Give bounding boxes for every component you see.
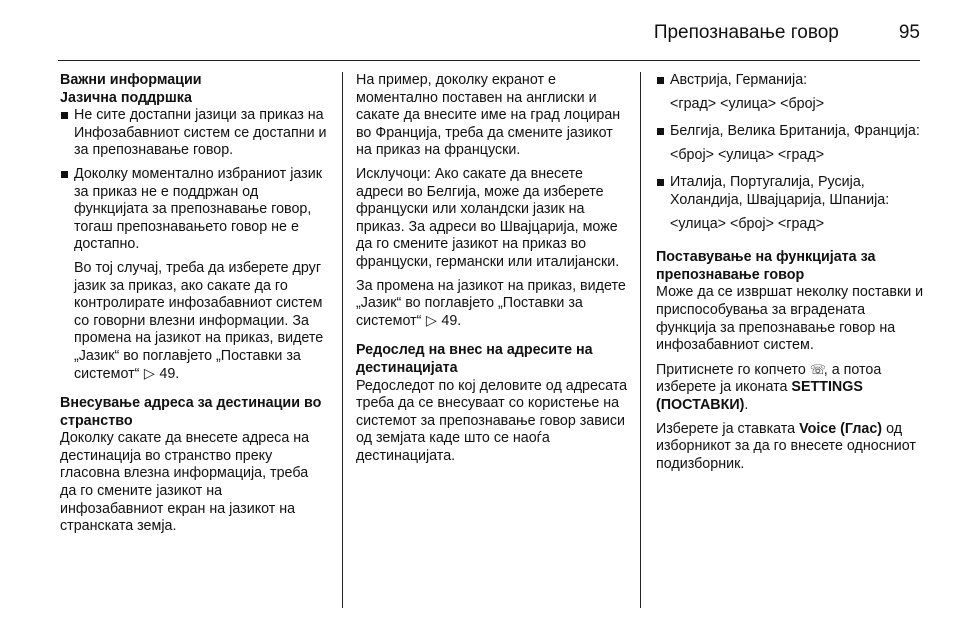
bullet-item: Не сите достапни јазици за приказ на Инфозабавниот систем се достапни и за препознавање говор. xyxy=(60,107,328,160)
paragraph: Редоследот по кој деловите од адресата треба да се внесуваат со користење на системот за препознавање говор зависи од земјата каде што се наоѓа дестинацијата. xyxy=(356,377,628,464)
paragraph: Може да се извршат неколку поставки и приспособувања за вградената функција за препознавање говор на инфозабавниот систем. xyxy=(656,284,924,354)
column-2 xyxy=(356,72,628,471)
paragraph-text: . xyxy=(744,396,749,413)
column-divider-2 xyxy=(640,72,641,608)
bullet-item: Белгија, Велика Британија, Франција: xyxy=(656,123,926,141)
bullet-item: Италија, Португалија, Русија, Холандија, Швајцарија, Шпанија: xyxy=(656,174,926,209)
paragraph: Доколку сакате да внесете адреса на дестинација во странство преку гласовна влезна информација, треба да го смените јазикот на инфозабавниот екран на јазикот на странската земја. xyxy=(60,430,310,535)
paragraph xyxy=(656,361,926,415)
page-number: 95 xyxy=(898,22,920,43)
paragraph-text: од изборникот за да го внесете односниот подизборник. xyxy=(656,420,916,472)
column-1 xyxy=(60,72,328,542)
column-divider-1 xyxy=(342,72,343,608)
paragraph: Исклучоци: Ако сакате да внесете адреси во Белгија, може да изберете француски или холандски јазик на приказ. За адреси во Швајцарија, може да го смените јазикот на приказ во француски, германски или италијански. xyxy=(356,165,620,270)
settings-label: SETTINGS (ПОСТАВКИ) xyxy=(656,379,863,413)
bullet-item: Австрија, Германија: xyxy=(656,72,926,90)
voice-label: Voice (Глас) xyxy=(799,420,883,437)
paragraph-text: Притиснете го копчето xyxy=(656,361,806,378)
paragraph-text: Изберете ја ставката xyxy=(656,420,796,437)
header-rule xyxy=(58,60,920,61)
bullet-item: Доколку моментално избраниот јазик за приказ не е поддржан од функцијата за препознавање говор, тогаш препознавањето говор не е достапно. xyxy=(60,166,328,254)
address-format: <град> <улица> <број> xyxy=(670,95,825,112)
page-reference: 49. xyxy=(159,365,180,382)
paragraph xyxy=(356,278,628,331)
column-3 xyxy=(656,72,926,479)
heading-language-support: Јазична поддршка xyxy=(60,89,192,106)
address-format: <улица> <број> <град> xyxy=(670,215,825,232)
heading-address-abroad: Внесување адреса за дестинации во странство xyxy=(60,395,322,429)
paragraph: На пример, доколку екранот е моментално поставен на англиски и сакате да внесите име на град лоциран во Франција, треба да смените јазикот на приказ на француски. xyxy=(356,72,621,159)
address-format: <број> <улица> <град> xyxy=(670,146,825,163)
heading-important: Важни информации xyxy=(60,72,202,88)
heading-entry-order: Редослед на внес на адресите на дестинацијата xyxy=(356,342,593,376)
paragraph xyxy=(656,421,926,474)
page-title: Препознавање говор xyxy=(653,22,839,43)
phone-icon: ☏ xyxy=(809,361,827,377)
paragraph-text: Во тој случај, треба да изберете друг јазик за приказ, ако сакате да го контролирате инфозабавниот систем со говорни влезни информации. За промена на јазикот на приказ, видете „Јазик“ во поглавјето „Поставки за системот“ xyxy=(74,259,324,382)
page-reference-arrow-icon: ▷ xyxy=(143,365,155,382)
paragraph-text: За промена на јазикот на приказ, видете „Јазик“ во поглавјето „Поставки за системот“ xyxy=(356,277,626,329)
page-reference: 49. xyxy=(441,312,462,329)
indented-paragraph xyxy=(60,260,328,383)
paragraph-text: , а потоа изберете ја иконата xyxy=(656,361,882,396)
page-reference-arrow-icon: ▷ xyxy=(425,312,437,329)
heading-voice-settings: Поставување на функцијата за препознавање говор xyxy=(656,249,876,283)
page-header xyxy=(40,18,920,48)
